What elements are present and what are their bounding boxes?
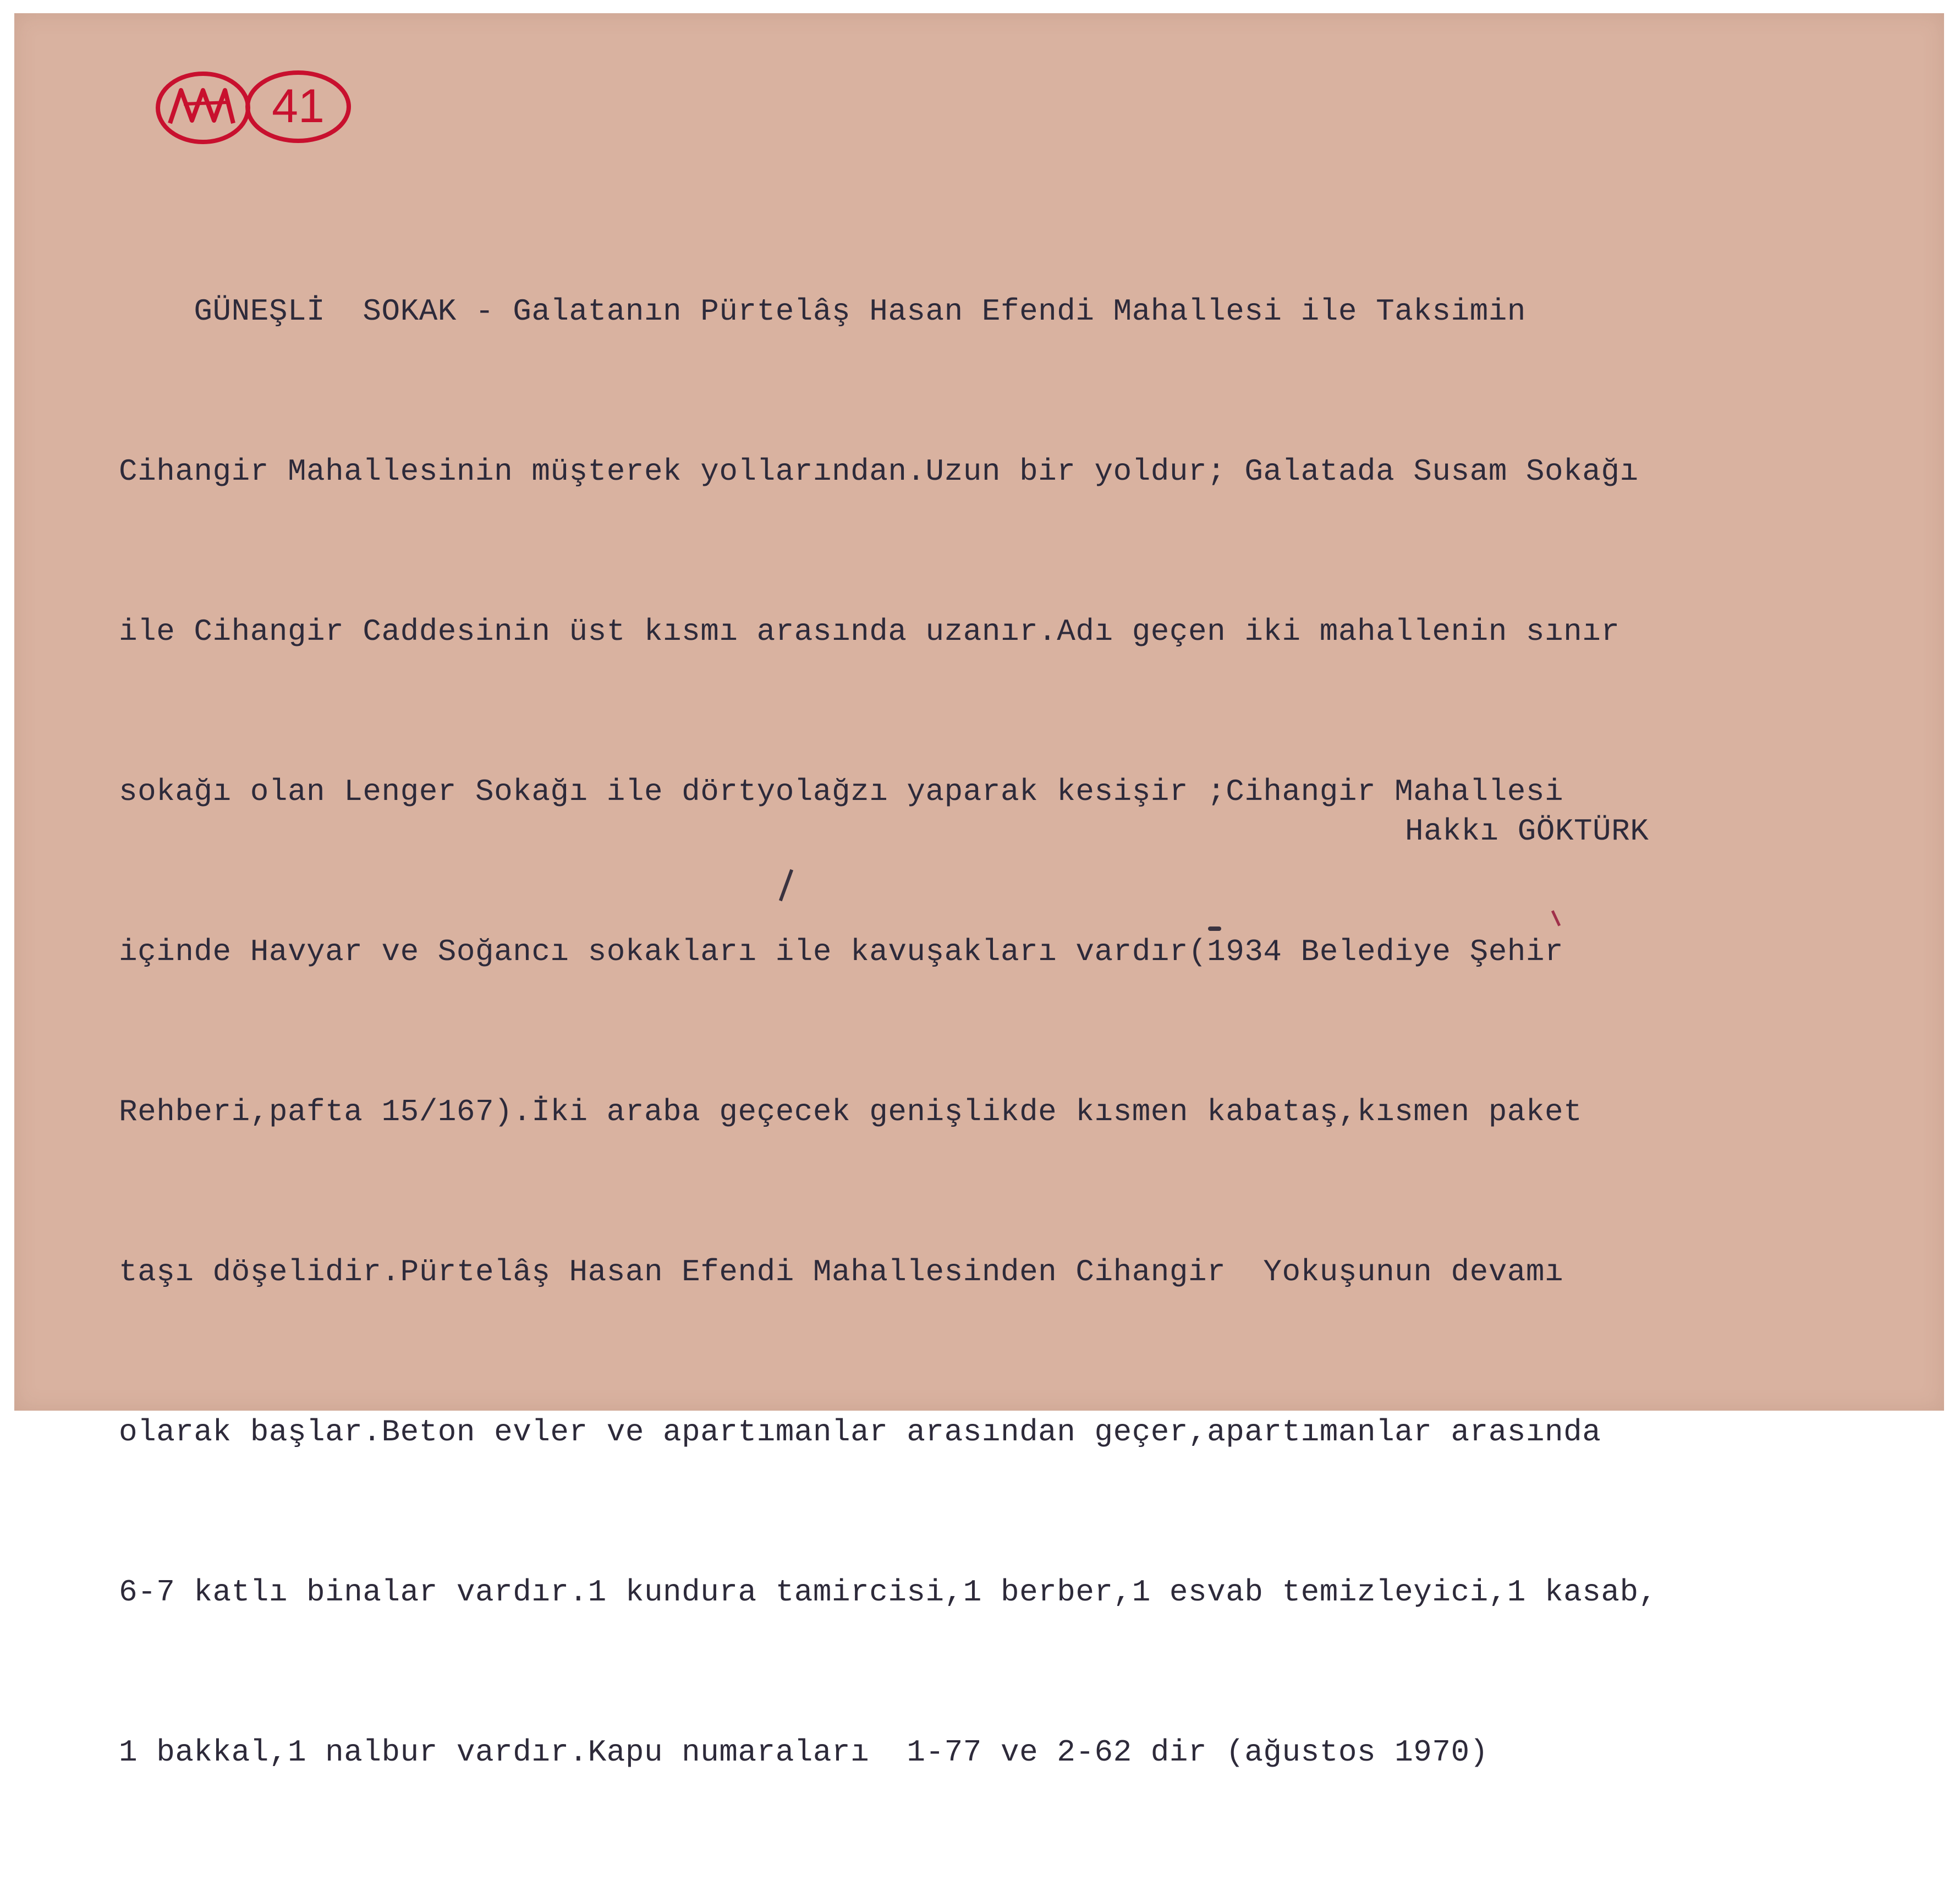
text-line: 1 bakkal,1 nalbur vardır.Kapu numaraları 1-77 ve 2-62 dir (ağustos 1970) bbox=[119, 1735, 1489, 1770]
text-line: ile Cihangir Caddesinin üst kısmı arasında uzanır.Adı geçen iki mahallenin sınır bbox=[119, 614, 1620, 649]
index-card bbox=[14, 13, 1944, 1770]
text-line: taşı döşelidir.Pürtelâş Hasan Efendi Mahallesinden Cihangir Yokuşunun devamı bbox=[119, 1254, 1564, 1290]
text-line: GÜNEŞLİ SOKAK - Galatanın Pürtelâş Hasan Efendi Mahallesi ile Taksimin bbox=[119, 294, 1526, 329]
text-line: 6-7 katlı binalar vardır.1 kundura tamircisi,1 berber,1 esvab temizleyici,1 kasab, bbox=[119, 1575, 1657, 1610]
signature: Hakkı GÖKTÜRK bbox=[1405, 814, 1649, 849]
pen-mark bbox=[1208, 926, 1221, 931]
stamp-number: 41 bbox=[272, 80, 325, 133]
document-body bbox=[119, 178, 1934, 1886]
text-line: olarak başlar.Beton evler ve apartımanlar arasından geçer,apartımanlar arasında bbox=[119, 1414, 1601, 1450]
archive-stamp bbox=[151, 68, 360, 151]
text-line: sokağı olan Lenger Sokağı ile dörtyolağzı yaparak kesişir ;Cihangir Mahallesi bbox=[119, 774, 1564, 809]
text-line: Rehberi,pafta 15/167).İki araba geçecek genişlikde kısmen kabataş,kısmen paket bbox=[119, 1094, 1583, 1130]
stamp-graphic bbox=[151, 68, 360, 151]
text-line: içinde Havyar ve Soğancı sokakları ile kavuşakları vardır(1934 Belediye Şehir bbox=[119, 934, 1564, 969]
text-line: Cihangir Mahallesinin müşterek yollarından.Uzun bir yoldur; Galatada Susam Sokağı bbox=[119, 454, 1639, 489]
